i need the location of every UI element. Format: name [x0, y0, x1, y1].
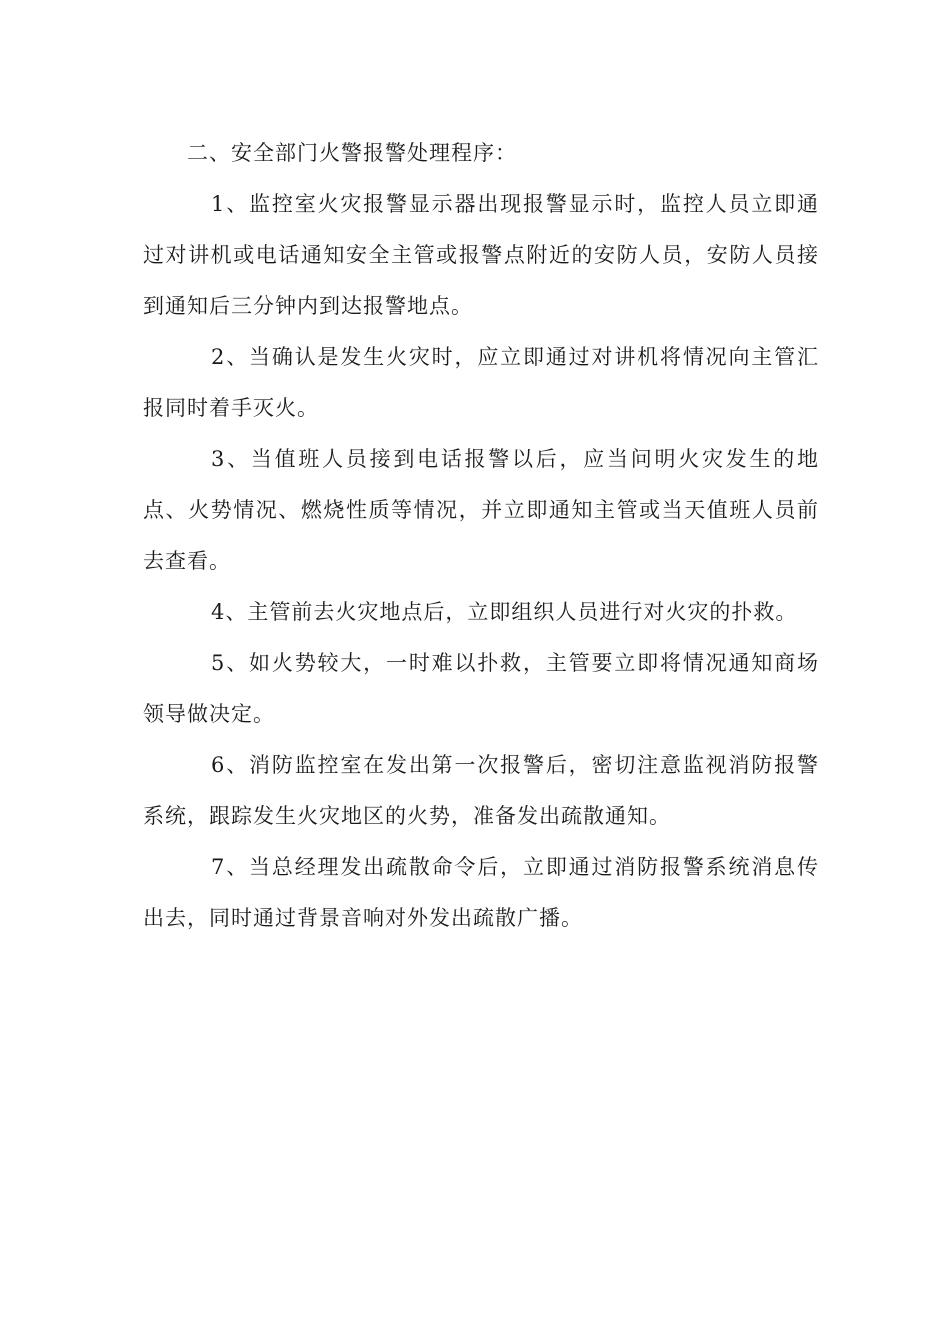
document-body: [143, 128, 819, 944]
procedure-item-1: 1、监控室火灾报警显示器出现报警显示时，监控人员立即通 过对讲机或电话通知安全主管或报警点附近的安防人员，安防人员接 到通知后三分钟内到达报警地点。: [143, 192, 819, 318]
procedure-item-7: 7、当总经理发出疏散命令后，立即通过消防报警系统消息传 出去，同时通过背景音响对外发出疏散广播。: [143, 855, 819, 930]
procedure-item-4: 4、主管前去火灾地点后，立即组织人员进行对火灾的扑救。: [211, 600, 798, 624]
procedure-item-6: 6、消防监控室在发出第一次报警后，密切注意监视消防报警 系统，跟踪发生火灾地区的火势，准备发出疏散通知。: [143, 753, 819, 828]
procedure-item-3: 3、当值班人员接到电话报警以后，应当问明火灾发生的地点、火势情况、燃烧性质等情况，并立即通知主管或当天值班人员前去查看。: [143, 447, 819, 573]
section-heading: 二、安全部门火警报警处理程序：: [187, 141, 517, 165]
procedure-item-5: 5、如火势较大，一时难以扑救，主管要立即将情况通知商场 领导做决定。: [143, 651, 819, 726]
procedure-item-2: 2、当确认是发生火灾时，应立即通过对讲机将情况向主管汇 报同时着手灭火。: [143, 345, 819, 420]
